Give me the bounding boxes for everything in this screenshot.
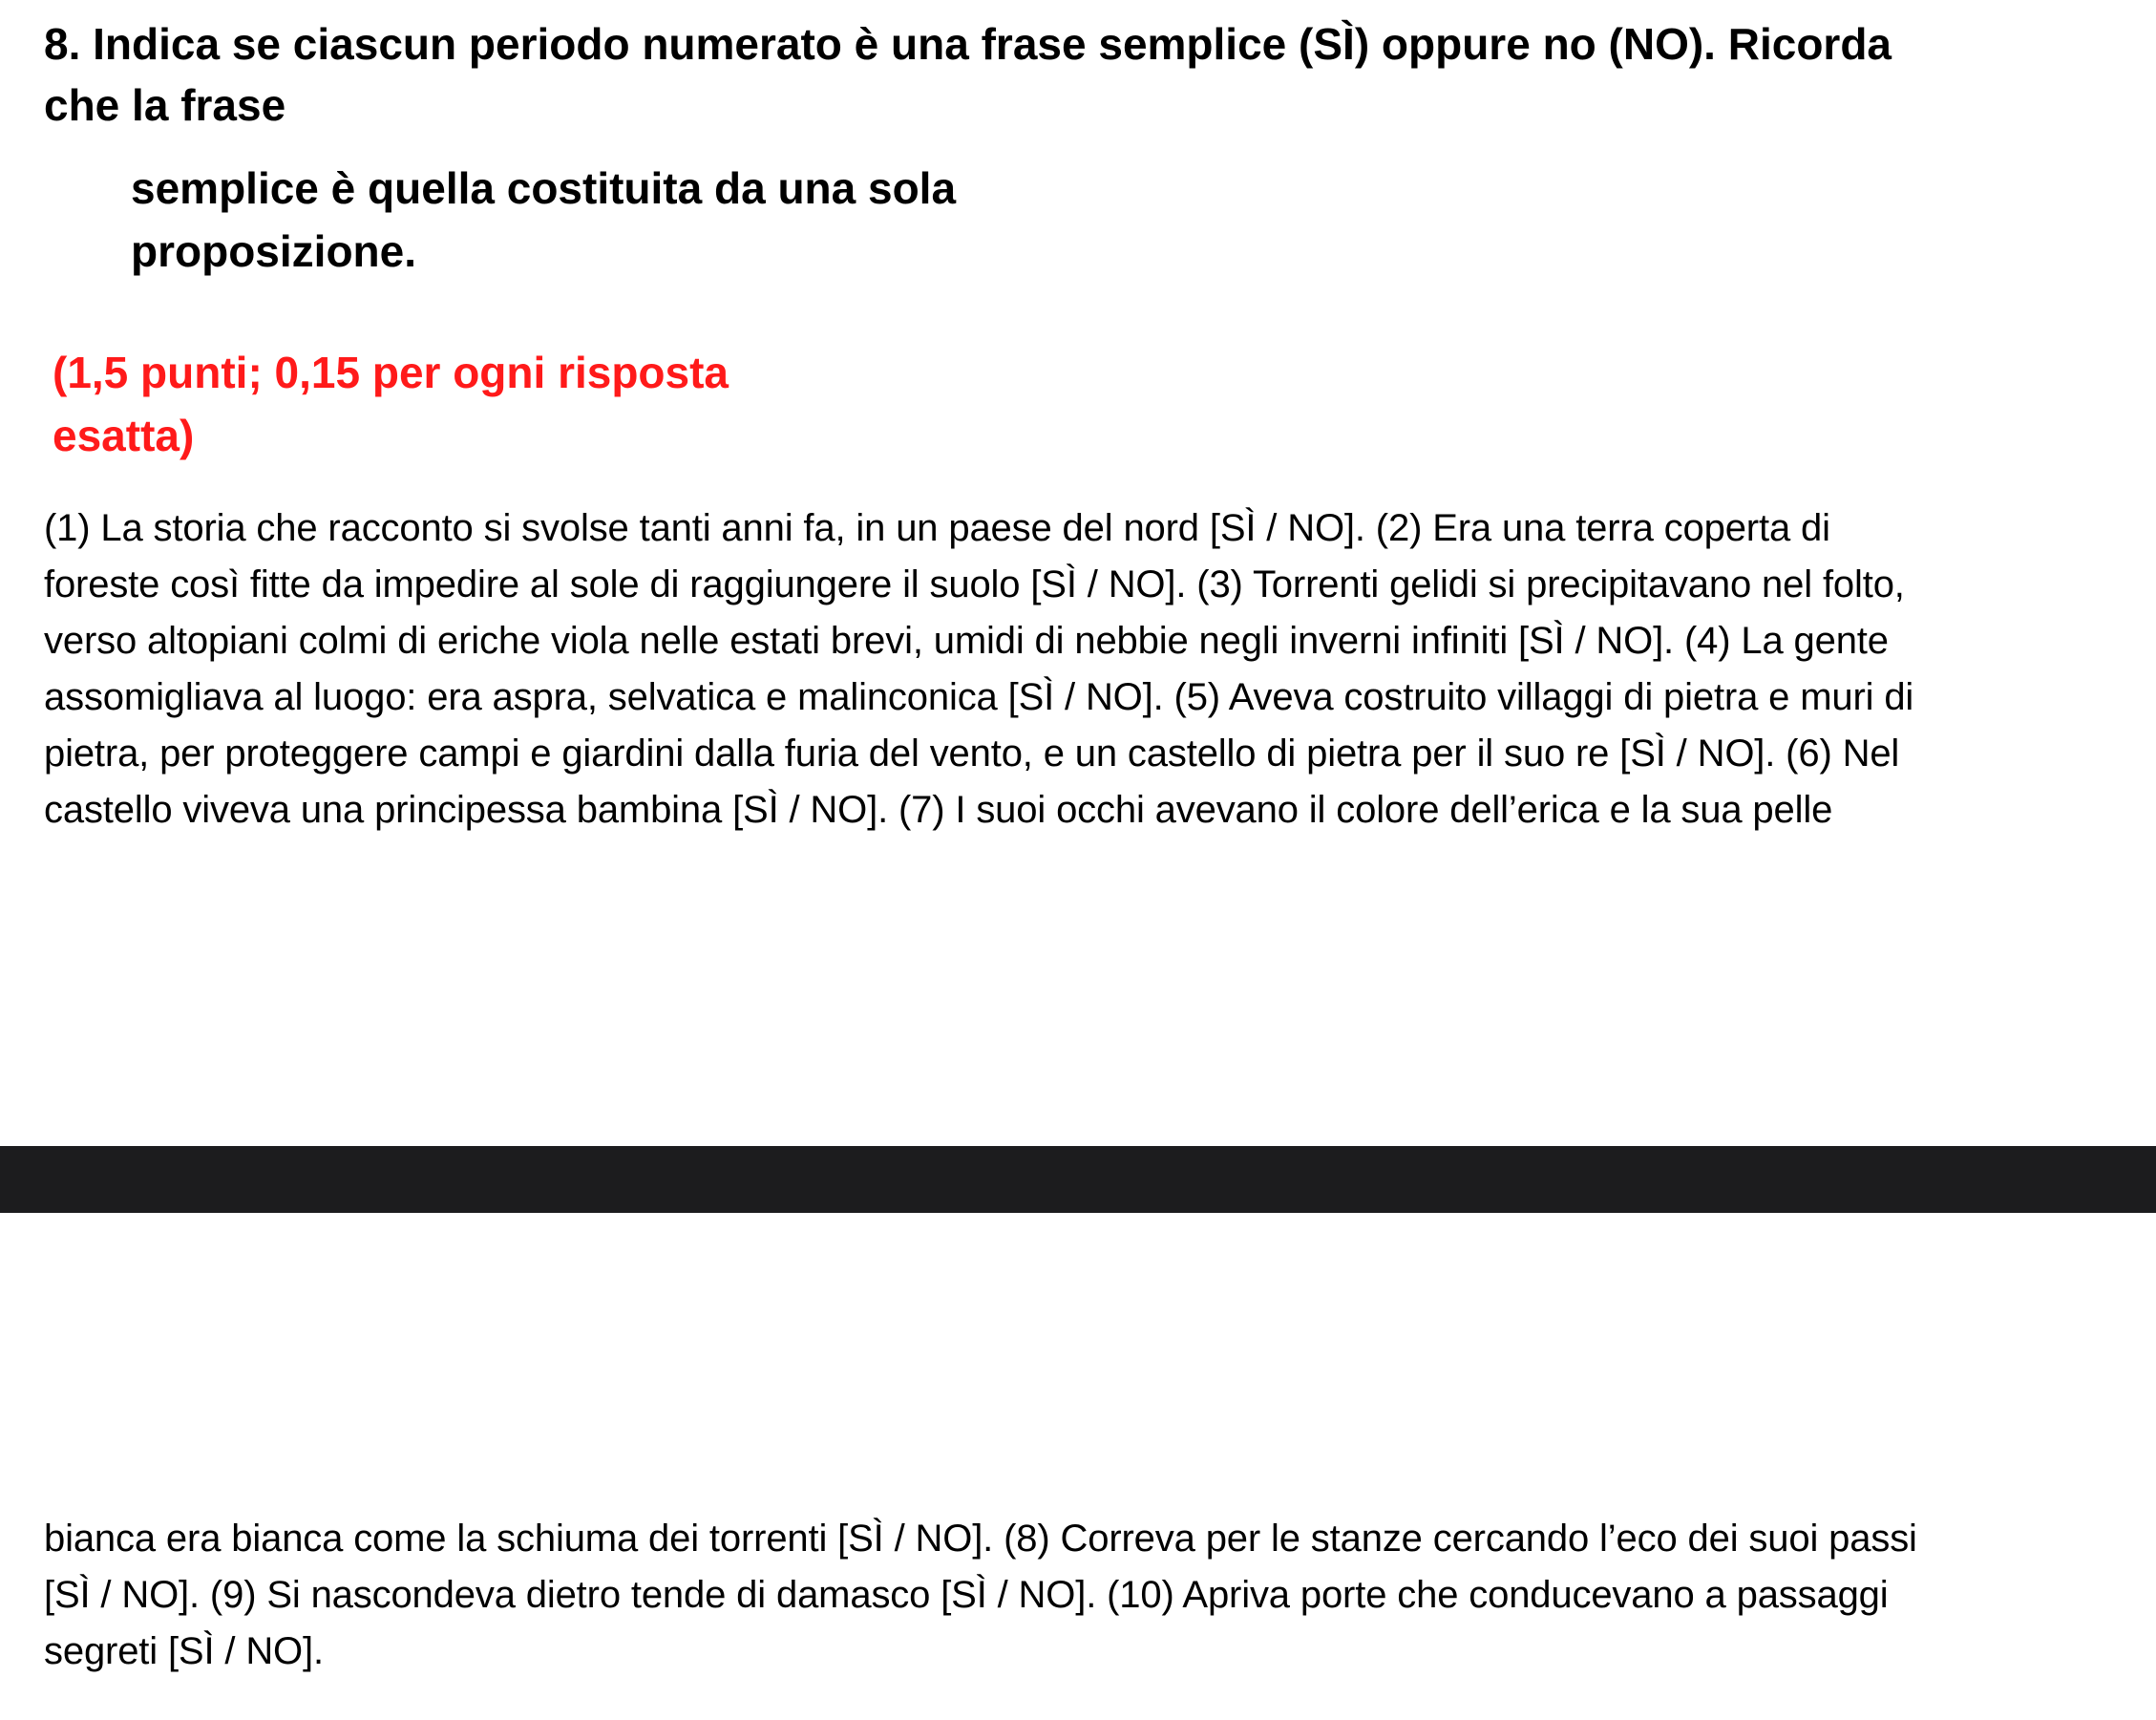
exercise-title xyxy=(44,13,2097,136)
definition-line: proposizione. xyxy=(131,226,416,276)
points-line: (1,5 punti; 0,15 per ogni risposta xyxy=(53,348,729,397)
story-line: (1) La storia che racconto si svolse tanti anni fa, in un paese del nord [SÌ / NO]. (2) Era una terra coperta di xyxy=(44,507,1830,549)
points-line: esatta) xyxy=(53,411,195,460)
story-paragraph-bottom xyxy=(44,1511,2125,1680)
exercise-title-line: 8. Indica se ciascun periodo numerato è una frase semplice (SÌ) oppure no (NO). Ricorda xyxy=(44,19,1892,69)
exercise-definition-note xyxy=(131,157,1277,283)
story-paragraph-top xyxy=(44,500,2125,839)
story-line: [SÌ / NO]. (9) Si nascondeva dietro tende di damasco [SÌ / NO]. (10) Apriva porte che conducevano a passaggi xyxy=(44,1574,1889,1616)
exercise-title-line: che la frase xyxy=(44,80,286,130)
screen-divider-bar xyxy=(0,1146,2156,1213)
definition-line: semplice è quella costituita da una sola xyxy=(131,163,957,213)
story-line: bianca era bianca come la schiuma dei torrenti [SÌ / NO]. (8) Correva per le stanze cercando l’eco dei suoi passi xyxy=(44,1518,1917,1560)
story-line: pietra, per proteggere campi e giardini dalla furia del vento, e un castello di pietra per il suo re [SÌ / NO]. (6) Nel xyxy=(44,733,1900,775)
story-line: verso altopiani colmi di eriche viola nelle estati brevi, umidi di nebbie negli inverni infiniti [SÌ / NO]. (4) La gente xyxy=(44,620,1889,662)
points-note xyxy=(53,341,912,467)
story-line: segreti [SÌ / NO]. xyxy=(44,1630,324,1672)
story-line: castello viveva una principessa bambina [SÌ / NO]. (7) I suoi occhi avevano il colore dell’erica e la sua pelle xyxy=(44,789,1833,831)
story-line: assomigliava al luogo: era aspra, selvatica e malinconica [SÌ / NO]. (5) Aveva costruito villaggi di pietra e muri di xyxy=(44,676,1914,718)
story-line: foreste così fitte da impedire al sole di raggiungere il suolo [SÌ / NO]. (3) Torrenti gelidi si precipitavano nel folto, xyxy=(44,563,1905,605)
